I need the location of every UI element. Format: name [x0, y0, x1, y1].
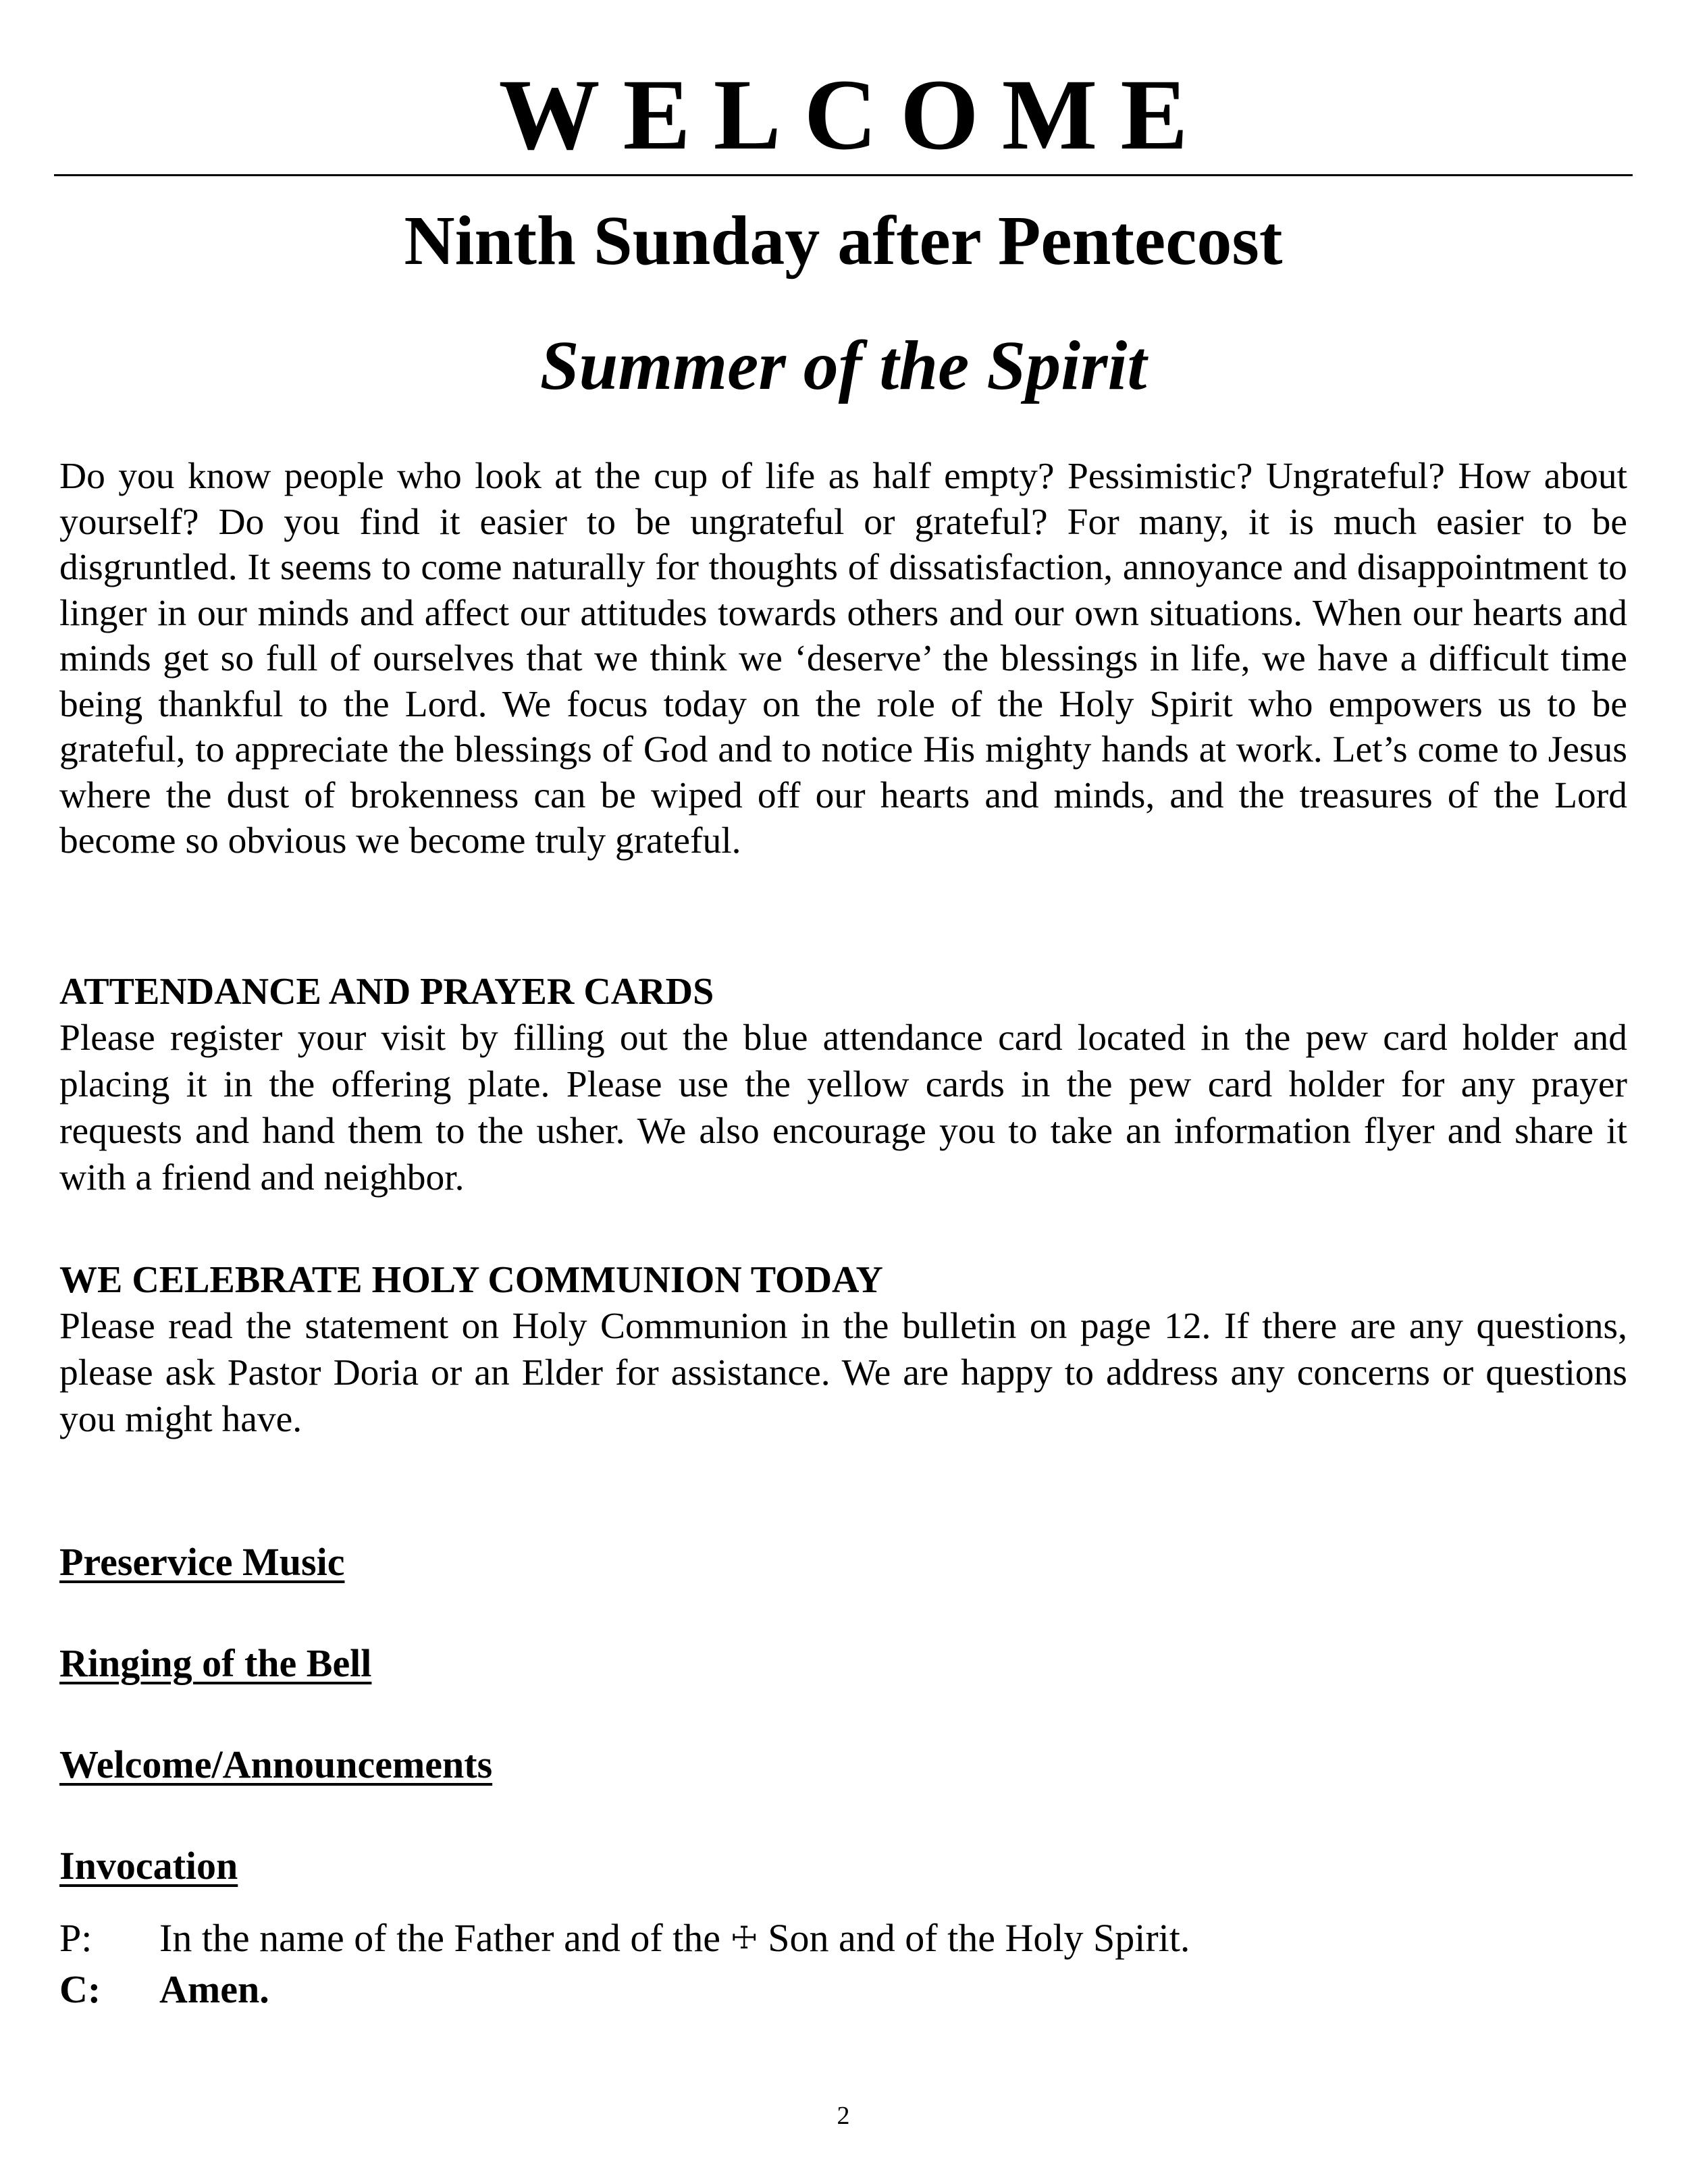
order-item-preservice-music: Preservice Music	[59, 1540, 345, 1584]
attendance-section	[59, 969, 1627, 1201]
pastor-text	[159, 1916, 1190, 1960]
theme-title: Summer of the Spirit	[539, 327, 1147, 404]
order-item-invocation: Invocation	[59, 1844, 238, 1888]
cross-icon: ☩	[730, 1919, 758, 1956]
page-number: 2	[837, 2102, 850, 2130]
attendance-heading: ATTENDANCE AND PRAYER CARDS	[59, 971, 714, 1013]
pastor-text-after: Son and of the Holy Spirit.	[758, 1916, 1190, 1960]
welcome-title: WELCOME	[498, 59, 1211, 171]
bulletin-page	[59, 0, 1627, 2184]
communion-heading: WE CELEBRATE HOLY COMMUNION TODAY	[59, 1259, 883, 1301]
congregation-line	[59, 1967, 1627, 2011]
intro-paragraph: Do you know people who look at the cup of life as half empty? Pessimistic? Ungrateful? How about yourself? Do you find it easier to be ungrateful or grateful? For many, it is much easier to be disgruntled. It seems to come naturally for thoughts of dissatisfaction, annoyance and disappointment to linger in our minds and affect our attitudes towards others and our own situations. When our hearts and minds get so full of ourselves that we think we ‘deserve’ the blessings in life, we have a difficult time being thankful to the Lord. We focus today on the role of the Holy Spirit who empowers us to be grateful, to appreciate the blessings of God and to notice His mighty hands at work. Let’s come to Jesus where the dust of brokenness can be wiped off our hearts and minds, and the treasures of the Lord become so obvious we become truly grateful.	[59, 456, 1627, 861]
order-item-welcome-announcements: Welcome/Announcements	[59, 1742, 493, 1786]
pastor-text-before: In the name of the Father and of the	[159, 1916, 731, 1960]
sunday-subtitle: Ninth Sunday after Pentecost	[404, 202, 1283, 279]
congregation-role: C:	[59, 1967, 101, 2011]
title-divider	[54, 174, 1633, 176]
communion-section	[59, 1257, 1627, 1443]
order-item-ringing-of-the-bell: Ringing of the Bell	[59, 1641, 372, 1685]
pastor-role: P:	[59, 1916, 93, 1960]
pastor-line	[59, 1916, 1627, 1960]
attendance-body: Please register your visit by filling out the blue attendance card located in the pew card holder and placing it in the offering plate. Please use the yellow cards in the pew card holder for any prayer requests and hand them to the usher. We also encourage you to take an information flyer and share it with a friend and neighbor.	[59, 1017, 1627, 1198]
communion-body: Please read the statement on Holy Communion in the bulletin on page 12. If there are any questions, please ask Pastor Doria or an Elder for assistance. We are happy to address any concerns or questions you might have.	[59, 1306, 1627, 1440]
congregation-text: Amen.	[159, 1967, 269, 2011]
